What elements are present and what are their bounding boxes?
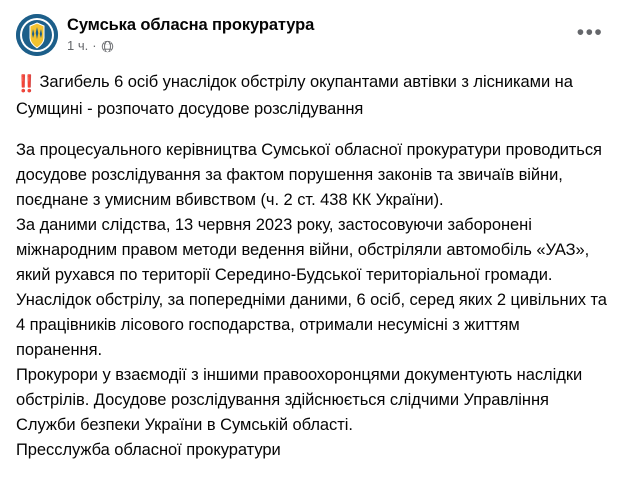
coat-of-arms-avatar-icon — [16, 14, 58, 56]
post-paragraph-signature: Пресслужба обласної прокуратури — [16, 441, 281, 459]
warning-emoji-icon: ‼️ — [16, 75, 37, 93]
post-header — [16, 14, 607, 56]
post-body — [16, 70, 607, 463]
post-header-text — [67, 14, 564, 54]
post-headline — [16, 70, 607, 122]
post-paragraph: За даними слідства, 13 червня 2023 року, застосовуючи заборонені міжнародним правом методи ведення війни, обстріляли автомобіль «УАЗ», який рухався по території Середино-Будської територіальної громади. Унаслідок обстрілу, за попередніми даними, 6 осіб, серед яких 2 цивільних та 4 працівників лісового господарства, отримали несумісні з життям поранення. — [16, 216, 607, 359]
post-headline-text: Загибель 6 осіб унаслідок обстрілу окупантами автівки з лісниками на Сумщині - розпочато досудове розслідування — [16, 73, 573, 118]
post-paragraph: За процесуального керівництва Сумської обласної прокуратури проводиться досудове розслідування за фактом порушення законів та звичаїв війни, поєднане з умисним вбивством (ч. 2 ст. 438 КК України). — [16, 141, 602, 209]
meta-separator: · — [92, 38, 97, 53]
post-meta — [67, 38, 564, 54]
page-name[interactable]: Сумська обласна прокуратура — [67, 16, 315, 34]
avatar[interactable] — [16, 14, 58, 56]
post-more-options-button[interactable]: ••• — [576, 21, 604, 44]
post-paragraph: Прокурори у взаємодії з іншими правоохоронцями документують наслідки обстрілів. Досудове розслідування здійснюється слідчими Управління Служби безпеки України в Сумській області. — [16, 366, 583, 434]
post-timestamp[interactable]: 1 ч. — [67, 38, 89, 53]
globe-icon[interactable] — [101, 40, 114, 53]
